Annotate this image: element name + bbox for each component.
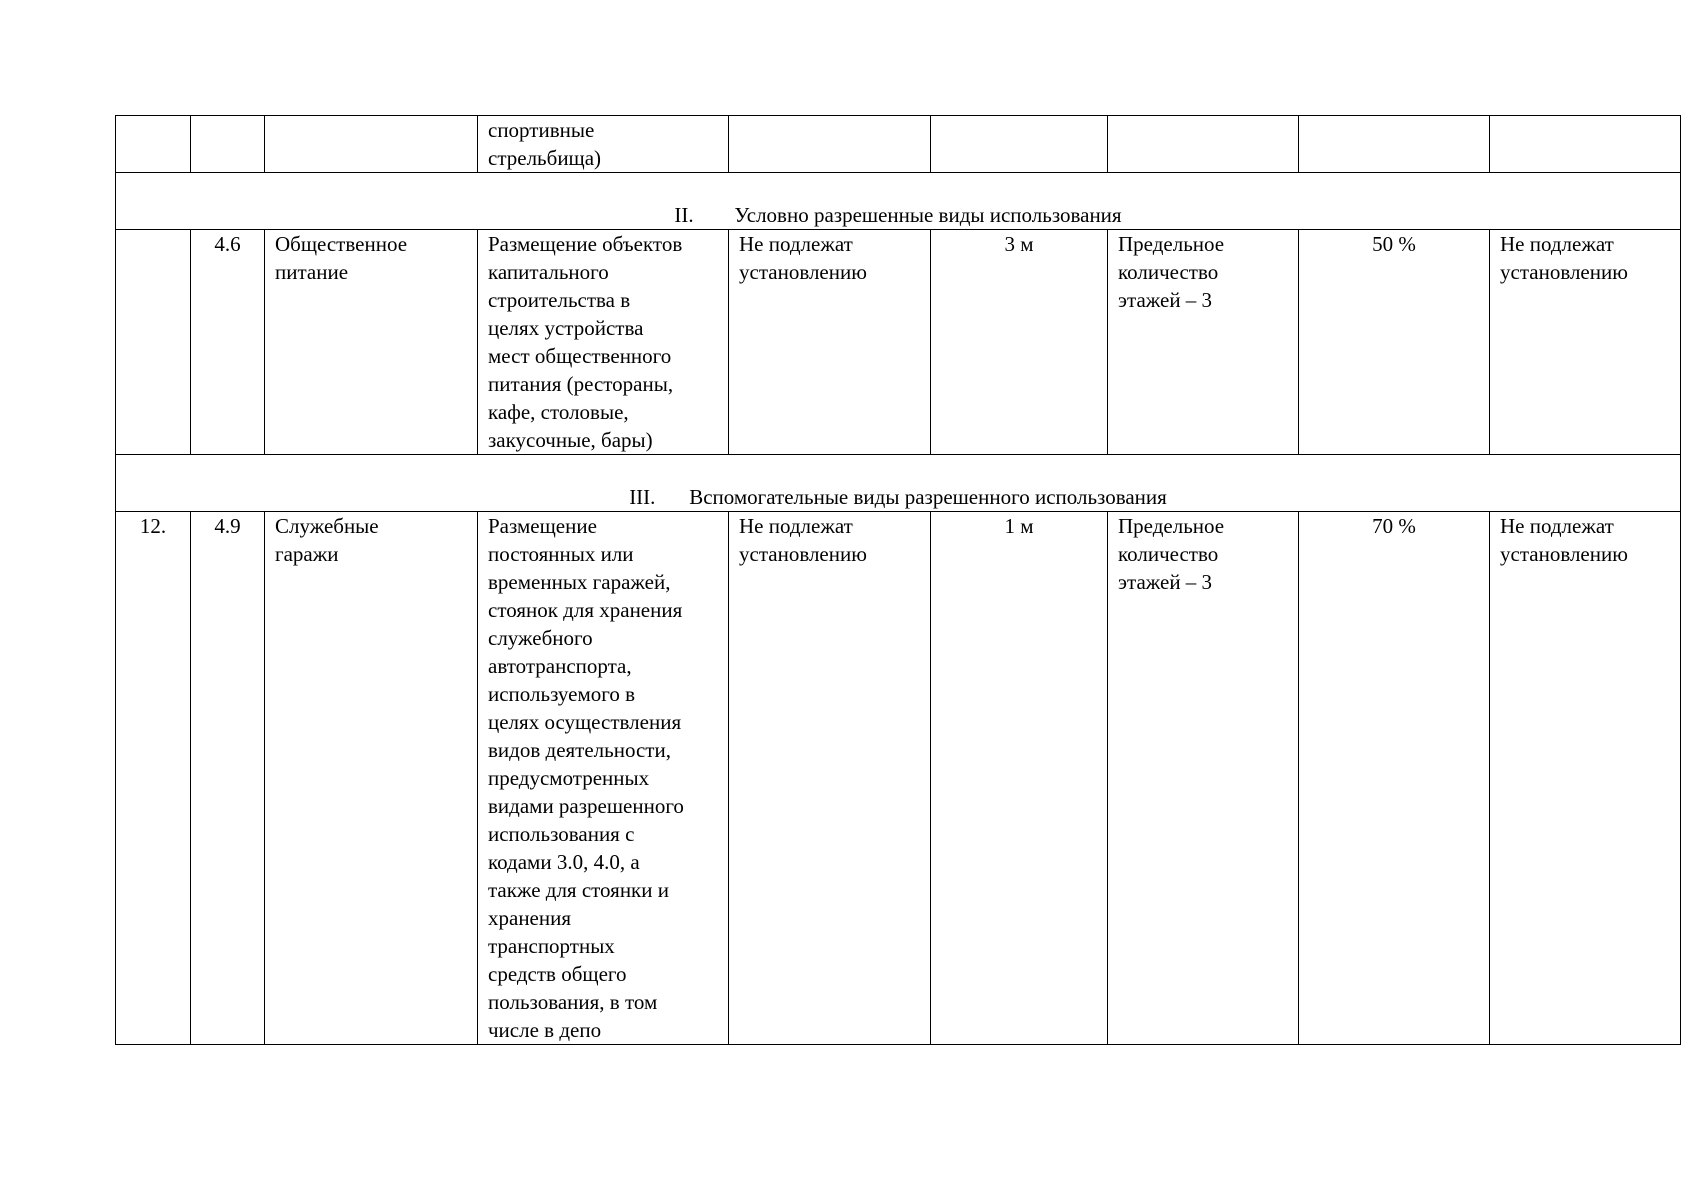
section-heading — [116, 455, 1681, 512]
cell-col6: 1 м — [931, 512, 1108, 1045]
cell-col6: 3 м — [931, 230, 1108, 455]
cell-col8: 70 % — [1299, 512, 1490, 1045]
cell-name: Служебные гаражи — [265, 512, 478, 1045]
cell-num — [116, 116, 191, 173]
cell-description: Размещение объектов капитального строительства в целях устройства мест общественного питания (рестораны, кафе, столовые, закусочные, бары) — [478, 230, 729, 455]
cell-name: Общественное питание — [265, 230, 478, 455]
cell-code: 4.6 — [191, 230, 265, 455]
cell-col5 — [729, 116, 931, 173]
cell-col7 — [1108, 116, 1299, 173]
cell-col5: Не подлежат установлению — [729, 230, 931, 455]
section-heading-row — [116, 455, 1681, 512]
cell-name — [265, 116, 478, 173]
cell-description: Размещение постоянных или временных гаражей, стоянок для хранения служебного автотранспорта, используемого в целях осуществления видов деятельности, предусмотренных видами разрешенного использования с кодами 3.0, 4.0, а также для стоянки и хранения транспортных средств общего пользования, в том числе в депо — [478, 512, 729, 1045]
cell-col8 — [1299, 116, 1490, 173]
cell-col9 — [1490, 116, 1681, 173]
table-row — [116, 116, 1681, 173]
cell-description: спортивные стрельбища) — [478, 116, 729, 173]
cell-num — [116, 230, 191, 455]
table-row — [116, 512, 1681, 1045]
section-heading-row — [116, 173, 1681, 230]
cell-col7: Предельное количество этажей – 3 — [1108, 230, 1299, 455]
cell-col8: 50 % — [1299, 230, 1490, 455]
section-title: Вспомогательные виды разрешенного использования — [689, 485, 1167, 509]
cell-code: 4.9 — [191, 512, 265, 1045]
cell-code — [191, 116, 265, 173]
cell-col9: Не подлежат установлению — [1490, 230, 1681, 455]
cell-num: 12. — [116, 512, 191, 1045]
section-number: III. — [629, 485, 656, 509]
zoning-regulations-table — [115, 115, 1681, 1045]
section-heading — [116, 173, 1681, 230]
table-row — [116, 230, 1681, 455]
cell-col6 — [931, 116, 1108, 173]
cell-col7: Предельное количество этажей – 3 — [1108, 512, 1299, 1045]
cell-col9: Не подлежат установлению — [1490, 512, 1681, 1045]
cell-col5: Не подлежат установлению — [729, 512, 931, 1045]
section-title: Условно разрешенные виды использования — [734, 203, 1122, 227]
section-number: II. — [674, 203, 694, 227]
